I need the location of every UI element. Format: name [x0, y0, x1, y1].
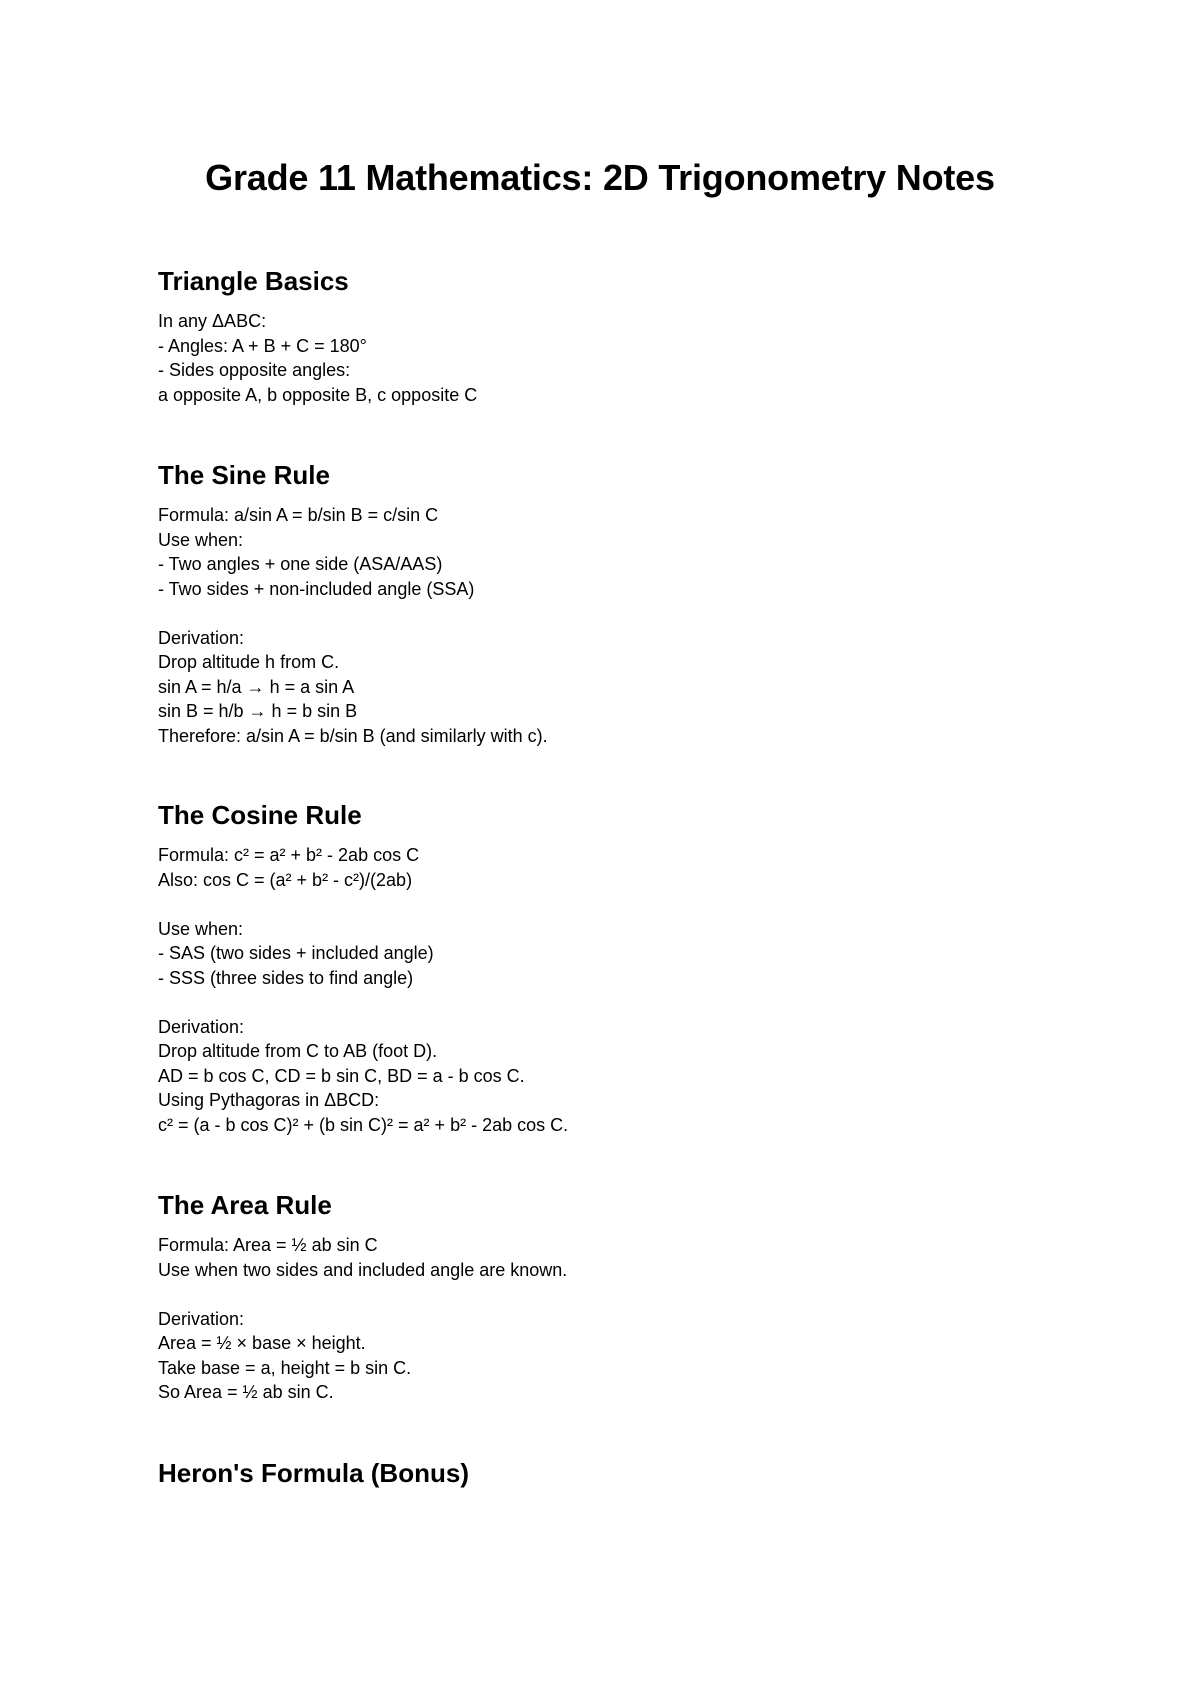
section-body [158, 1233, 1058, 1405]
text-line: Using Pythagoras in ΔBCD: [158, 1090, 380, 1110]
text-line: Area = ½ × base × height. [158, 1333, 366, 1353]
blank-line [158, 892, 1058, 917]
text-line: Formula: a/sin A = b/sin B = c/sin C [158, 505, 439, 525]
text-line: c² = (a - b cos C)² + (b sin C)² = a² + b² - 2ab cos C. [158, 1114, 569, 1135]
section-triangle-basics [158, 264, 1058, 407]
text-line: Drop altitude from C to AB (foot D). [158, 1041, 438, 1061]
section-heading: Triangle Basics [158, 266, 349, 296]
text-line: - Angles: A + B + C = 180° [158, 335, 367, 356]
text-line: Derivation: [158, 1308, 245, 1329]
section-heading: The Area Rule [158, 1190, 332, 1220]
section-cosine-rule [158, 798, 1058, 1137]
text-line: - SAS (two sides + included angle) [158, 943, 434, 963]
text-line: Take base = a, height = b sin C. [158, 1357, 412, 1378]
text-line: Derivation: [158, 1016, 245, 1037]
text-line: - Two angles + one side (ASA/AAS) [158, 554, 443, 574]
section-heading: The Sine Rule [158, 460, 330, 490]
text-line: sin B = h/b → h = b sin B [158, 701, 358, 721]
text-line: - Sides opposite angles: [158, 360, 351, 380]
section-area-rule [158, 1188, 1058, 1405]
blank-line [158, 601, 1058, 626]
text-line: Use when: [158, 918, 244, 939]
text-line: Formula: c² = a² + b² - 2ab cos C [158, 845, 420, 865]
section-heading: Heron's Formula (Bonus) [158, 1458, 469, 1488]
text-line: a opposite A, b opposite B, c opposite C [158, 384, 478, 405]
section-body [158, 503, 1058, 748]
text-line: Formula: Area = ½ ab sin C [158, 1235, 378, 1255]
text-line: So Area = ½ ab sin C. [158, 1382, 334, 1402]
section-sine-rule [158, 458, 1058, 748]
section-heading: The Cosine Rule [158, 800, 362, 830]
text-line: Drop altitude h from C. [158, 652, 340, 672]
text-line: sin A = h/a → h = a sin A [158, 676, 355, 697]
section-body [158, 843, 1058, 1137]
text-line: - SSS (three sides to find angle) [158, 967, 414, 988]
text-line: AD = b cos C, CD = b sin C, BD = a - b cos C. [158, 1065, 525, 1086]
blank-line [158, 1282, 1058, 1307]
document-title: Grade 11 Mathematics: 2D Trigonometry Notes [205, 157, 995, 198]
text-line: In any ΔABC: [158, 311, 267, 331]
text-line: Use when: [158, 529, 244, 550]
text-line: Derivation: [158, 627, 245, 648]
section-herons-formula [158, 1456, 1058, 1490]
blank-line [158, 990, 1058, 1015]
text-line: Also: cos C = (a² + b² - c²)/(2ab) [158, 869, 413, 890]
section-body [158, 309, 1058, 407]
text-line: - Two sides + non-included angle (SSA) [158, 578, 475, 599]
text-line: Therefore: a/sin A = b/sin B (and similarly with c). [158, 725, 548, 746]
text-line: Use when two sides and included angle are known. [158, 1259, 568, 1280]
